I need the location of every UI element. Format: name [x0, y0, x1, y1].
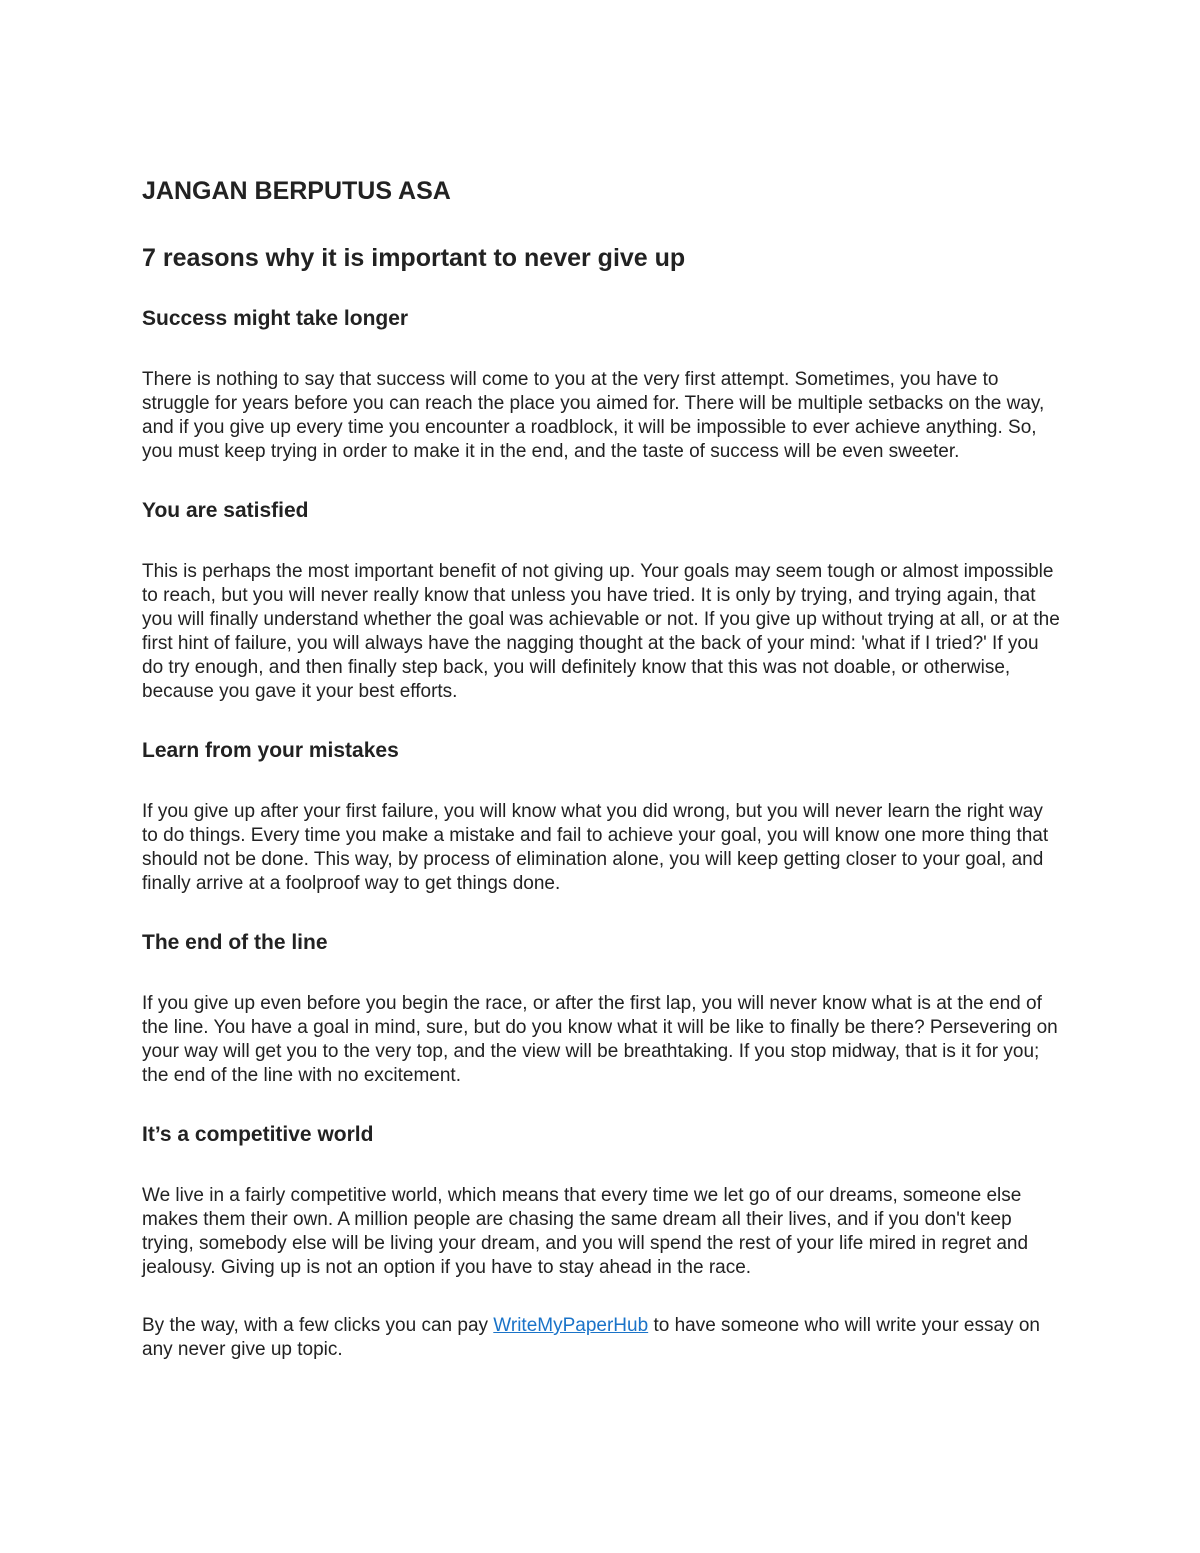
document-title: JANGAN BERPUTUS ASA	[142, 177, 451, 205]
section-heading: Success might take longer	[142, 307, 409, 330]
section-paragraph: There is nothing to say that success will come to you at the very first attempt. Sometimes, you have to struggle for years before you can reach the place you aimed for. There will be multiple setbacks on the way, and if you give up every time you encounter a roadblock, it will be impossible to ever achieve anything. So, you must keep trying in order to make it in the end, and the taste of success will be even sweeter.	[142, 369, 1045, 462]
section-success	[142, 306, 1062, 464]
section-end-of-line	[142, 930, 1062, 1088]
section-satisfied	[142, 498, 1062, 704]
section-paragraph: This is perhaps the most important benefit of not giving up. Your goals may seem tough or almost impossible to reach, but you will never really know that unless you have tried. It is only by trying, and trying again, that you will finally understand whether the goal was achievable or not. If you give up without trying at all, or at the first hint of failure, you will always have the nagging thought at the back of your mind: 'what if I tried?' If you do try enough, and then finally step back, you will definitely know that this was not doable, or otherwise, because you gave it your best efforts.	[142, 561, 1060, 702]
document-subtitle: 7 reasons why it is important to never give up	[142, 244, 686, 272]
section-heading: Learn from your mistakes	[142, 739, 399, 762]
section-competitive	[142, 1122, 1062, 1280]
section-paragraph: If you give up after your first failure, you will know what you did wrong, but you will never learn the right way to do things. Every time you make a mistake and fail to achieve your goal, you will know one more thing that should not be done. This way, by process of elimination alone, you will keep getting closer to your goal, and finally arrive at a foolproof way to get things done.	[142, 801, 1049, 894]
closing-paragraph	[142, 1314, 1062, 1362]
writemypaperhub-link[interactable]: WriteMyPaperHub	[493, 1315, 649, 1336]
section-heading: The end of the line	[142, 931, 328, 954]
closing-text-after-link: to have someone who will write your essay on any never give up topic.	[142, 1315, 1040, 1360]
section-heading: You are satisfied	[142, 499, 309, 522]
section-paragraph: We live in a fairly competitive world, which means that every time we let go of our dreams, someone else makes them their own. A million people are chasing the same dream all their lives, and if you don't keep trying, somebody else will be living your dream, and you will spend the rest of your life mired in regret and jealousy. Giving up is not an option if you have to stay ahead in the race.	[142, 1185, 1029, 1278]
section-mistakes	[142, 738, 1062, 896]
section-paragraph: If you give up even before you begin the race, or after the first lap, you will never know what is at the end of the line. You have a goal in mind, sure, but do you know what it will be like to finally be there? Persevering on your way will get you to the very top, and the view will be breathtaking. If you stop midway, that is it for you; the end of the line with no excitement.	[142, 993, 1058, 1086]
section-heading: It’s a competitive world	[142, 1123, 374, 1146]
closing-text-before-link: By the way, with a few clicks you can pay	[142, 1315, 494, 1336]
document-page	[142, 176, 1062, 1362]
